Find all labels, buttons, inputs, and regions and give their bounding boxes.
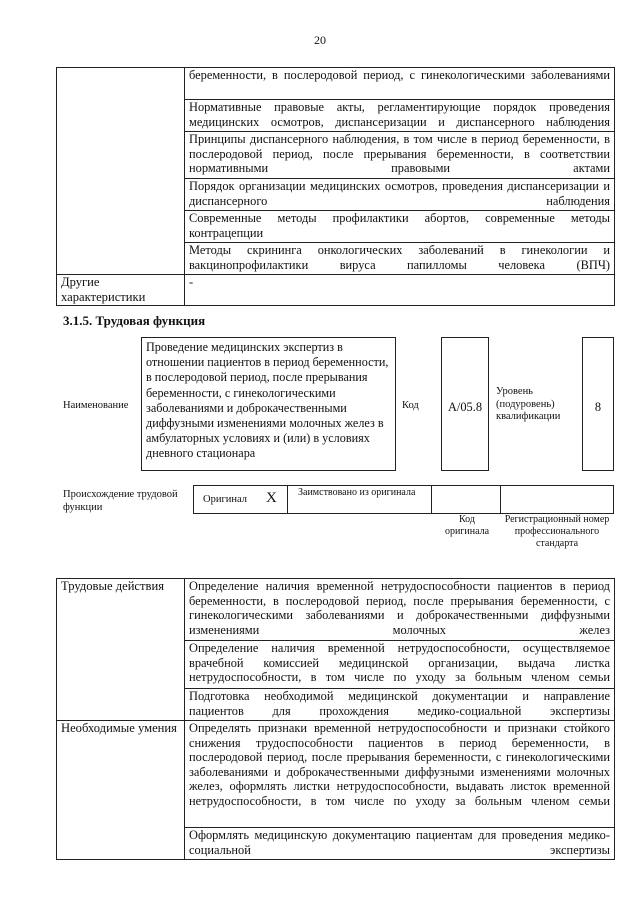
- table-cell: Оформлять медицинскую документацию пациентам для проведения медико-социальной экспертизы: [185, 828, 615, 860]
- table-cell: Методы скрининга онкологических заболеваний в гинекологии и вакцинопрофилактики вируса папилломы человека (ВПЧ): [185, 243, 615, 275]
- page-number: 20: [314, 33, 326, 47]
- table-cell: Определение наличия временной нетрудоспособности, осуществляемое врачебной комиссией медицинской организации, выдача листка нетрудоспособности, в том числе по уходу за больным членом семьи: [185, 641, 615, 689]
- table-cell: Порядок организации медицинских осмотров, проведения диспансеризации и диспансерного наблюдения: [185, 179, 615, 211]
- origin-label: Происхождение трудовой функции: [63, 489, 178, 513]
- table-row: [57, 579, 615, 641]
- level-box: 8: [582, 337, 614, 471]
- table-cell: беременности, в послеродовой период, с гинекологическими заболеваниями: [185, 68, 615, 100]
- table-cell: Нормативные правовые акты, регламентирующие порядок проведения медицинских осмотров, диспансеризации и диспансерного наблюдения: [185, 100, 615, 132]
- other-characteristics-value: -: [185, 275, 615, 306]
- labor-actions-label: Трудовые действия: [57, 579, 185, 721]
- section-heading: 3.1.5. Трудовая функция: [63, 313, 206, 328]
- table-cell: Определять признаки временной нетрудоспособности и признаки стойкого снижения трудоспособности пациентов в период беременности, в послеродовой период, после прерывания беременности, с гинекологическими заболеваниями и доброкачественными диффузными изменениями молочных желез, оформлять листки нетрудоспособности, выдавать листок временной нетрудоспособности, в том числе по уходу за больным членом семьи: [185, 721, 615, 828]
- registration-number-caption: Регистрационный номер профессионального стандарта: [504, 514, 610, 549]
- code-box: A/05.8: [441, 337, 489, 471]
- table-row: [57, 68, 615, 100]
- knowledge-table: [56, 67, 615, 306]
- borrowed-label: Заимствовано из оригинала: [298, 487, 416, 498]
- code-original-caption: Код оригинала: [444, 514, 490, 537]
- row-label-cell: [57, 68, 185, 275]
- table-cell: Определение наличия временной нетрудоспособности пациентов в период беременности, в послеродовой период, после прерывания беременности, с гинекологическими заболеваниями и доброкачественными диффузными изменениями молочных желез: [185, 579, 615, 641]
- name-label: Наименование: [63, 400, 129, 411]
- original-mark: X: [266, 490, 277, 506]
- table-cell: Современные методы профилактики абортов, современные методы контрацепции: [185, 211, 615, 243]
- table-cell: Подготовка необходимой медицинской документации и направление пациентов для прохождения медико-социальной экспертизы: [185, 689, 615, 721]
- table-cell: Принципы диспансерного наблюдения, в том числе в период беременности, в послеродовой период, после прерывания беременности, в соответствии нормативными правовыми актами: [185, 132, 615, 179]
- function-name-box: Проведение медицинских экспертиз в отношении пациентов в период беременности, в послеродовой период, после прерывания беременности, с гинекологическими заболеваниями и доброкачественными диффузными изменениями молочных желез в амбулаторных условиях и (или) в условиях дневного стационара: [141, 337, 396, 471]
- other-characteristics-label: Другие характеристики: [57, 275, 185, 306]
- labor-actions-table: [56, 578, 615, 860]
- code-label: Код: [402, 400, 419, 411]
- level-label: Уровень (подуровень) квалификации: [496, 386, 561, 422]
- table-row: [57, 721, 615, 828]
- original-label: Оригинал: [203, 494, 247, 505]
- table-row: [57, 275, 615, 306]
- required-skills-label: Необходимые умения: [57, 721, 185, 860]
